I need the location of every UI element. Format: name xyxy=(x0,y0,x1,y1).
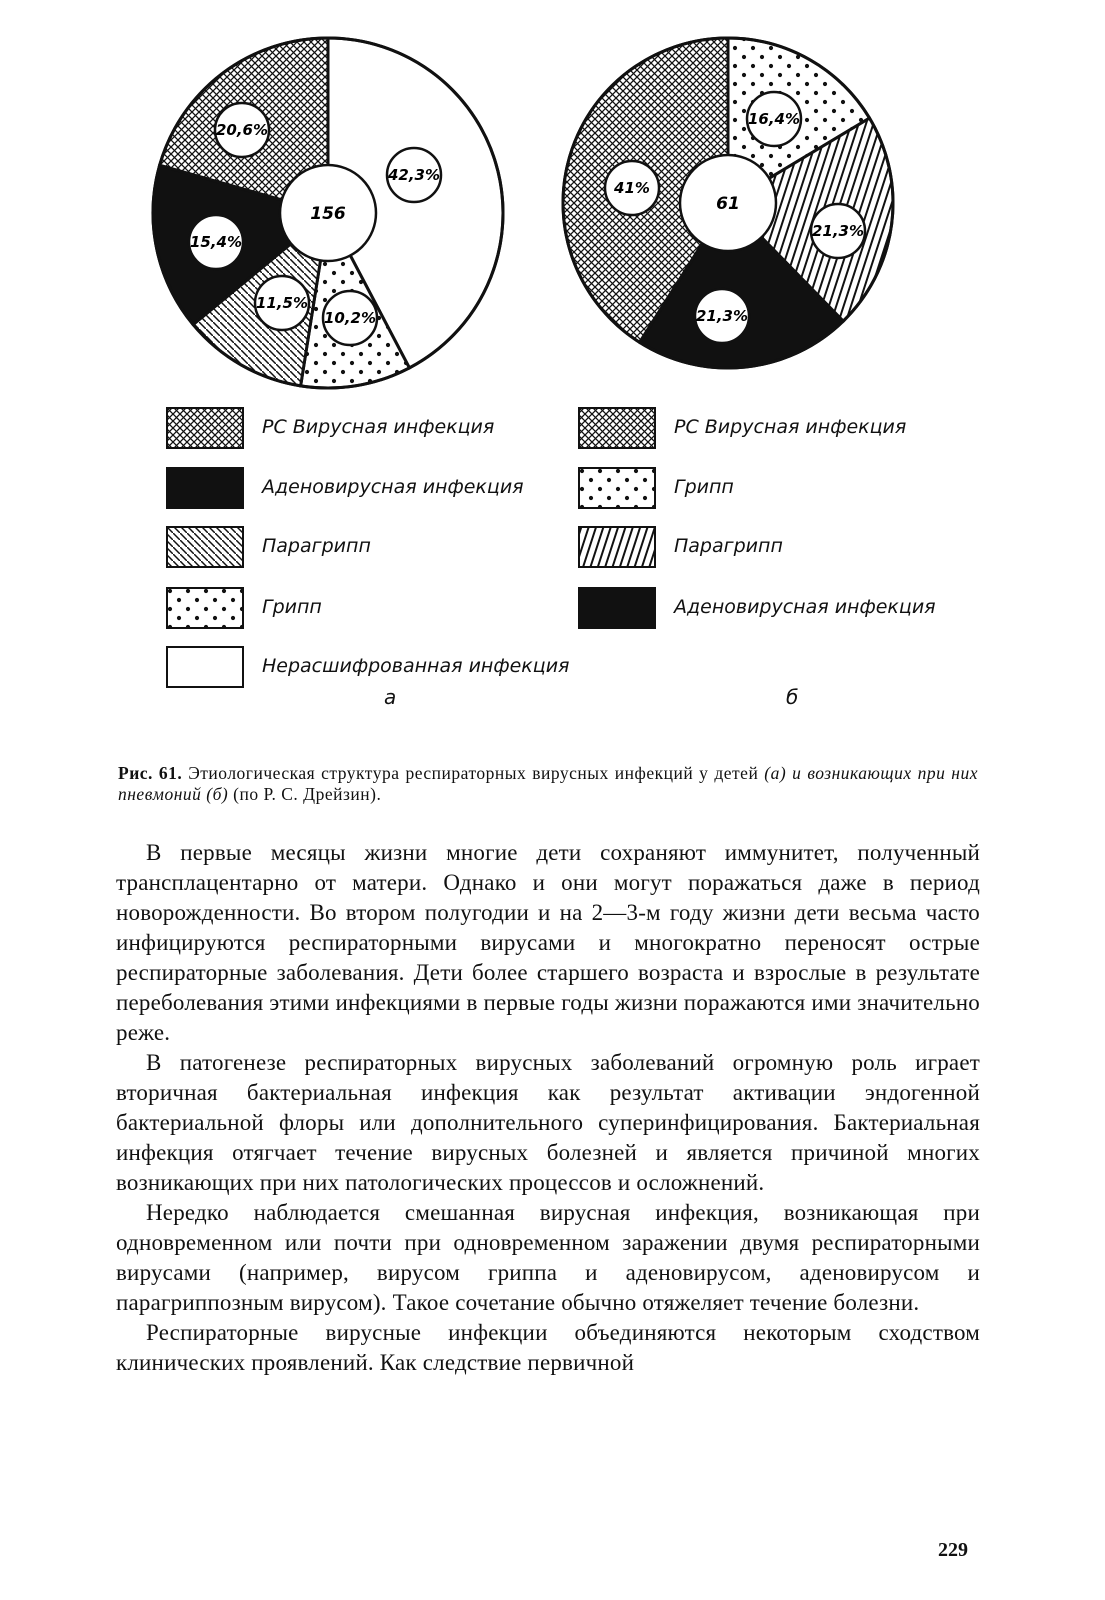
pie-b-center-label: 61 xyxy=(716,194,740,214)
legend-swatch xyxy=(166,646,244,688)
page-number: 229 xyxy=(938,1539,968,1561)
caption-text: (по Р. С. Дрейзин). xyxy=(228,784,382,804)
pie-a-center-label: 156 xyxy=(310,204,346,224)
pie-b-slice-label: 41% xyxy=(614,179,650,197)
pie-a-slice-label: 15,4% xyxy=(189,233,243,251)
legend-label: Грипп xyxy=(262,596,322,618)
legend-swatch xyxy=(166,407,244,449)
pie-b-slice-label: 16,4% xyxy=(747,110,801,128)
pie-b-slice-label: 21,3% xyxy=(695,307,749,325)
legend-swatch xyxy=(578,526,656,568)
legend-label: Грипп xyxy=(674,476,734,498)
legend-swatch xyxy=(166,587,244,629)
pie-a-svg xyxy=(150,35,506,391)
legend-label: Парагрипп xyxy=(674,535,783,557)
pie-a-slice-label: 11,5% xyxy=(255,294,309,312)
pie-a-slice-label: 42,3% xyxy=(387,166,441,184)
legend-swatch xyxy=(578,587,656,629)
legend-swatch xyxy=(166,526,244,568)
caption-text: Этиологическая структура респираторных вирусных инфекций у детей xyxy=(182,763,765,783)
figure-caption xyxy=(118,763,978,805)
legend-swatch xyxy=(166,467,244,509)
legend-swatch xyxy=(578,407,656,449)
pie-b-slice-label: 21,3% xyxy=(811,222,865,240)
caption-text-italic: и возникающих при них пневмоний xyxy=(118,763,978,804)
legend-label: Аденовирусная инфекция xyxy=(674,596,936,618)
legend-label: Парагрипп xyxy=(262,535,371,557)
pie-chart-b xyxy=(560,35,896,371)
pie-chart-a xyxy=(150,35,506,391)
legend-label: Нерасшифрованная инфекция xyxy=(262,655,570,677)
body-text xyxy=(116,838,980,1378)
legend-swatch xyxy=(578,467,656,509)
paragraph: В первые месяцы жизни многие дети сохраняют иммунитет, полученный трансплацентарно от матери. Однако и они могут поражаться даже в период новорожденности. Во втором полугодии и на 2—3-м году жизни дети весьма часто инфицируются респираторными вирусами и многократно переносят острые респираторные заболевания. Дети более старшего возраста и взрослые в результате переболевания этими инфекциями в первые годы жизни поражаются ими значительно реже. xyxy=(116,840,980,1045)
legend-label: Аденовирусная инфекция xyxy=(262,476,524,498)
pie-a-slice-label: 20,6% xyxy=(215,121,269,139)
legend-label: РС Вирусная инфекция xyxy=(674,416,907,438)
panel-letter-a: а xyxy=(384,685,397,709)
pie-b-svg xyxy=(560,35,896,371)
caption-prefix: Рис. 61. xyxy=(118,763,183,783)
pie-a-slice-label: 10,2% xyxy=(323,309,377,327)
caption-mark-a: (а) xyxy=(764,763,787,783)
paragraph: Респираторные вирусные инфекции объединяются некоторым сходством клинических проявлений. Как следствие первичной xyxy=(116,1320,980,1375)
caption-mark-b: (б) xyxy=(206,784,229,804)
paragraph: Нередко наблюдается смешанная вирусная инфекция, возникающая при одновременном или почти при одновременном заражении двумя респираторными вирусами (например, вирусом гриппа и аденовирусом, аденовирусом и парагриппозным вирусом). Такое сочетание обычно отяжеляет течение болезни. xyxy=(116,1200,980,1315)
legend-label: РС Вирусная инфекция xyxy=(262,416,495,438)
panel-letter-b: б xyxy=(786,685,799,709)
paragraph: В патогенезе респираторных вирусных заболеваний огромную роль играет вторичная бактериальная инфекция как результат активации эндогенной бактериальной флоры или дополнительного суперинфицирования. Бактериальная инфекция отягчает течение вирусных болезней и является причиной многих возникающих при них патологических процессов и осложнений. xyxy=(116,1050,980,1195)
